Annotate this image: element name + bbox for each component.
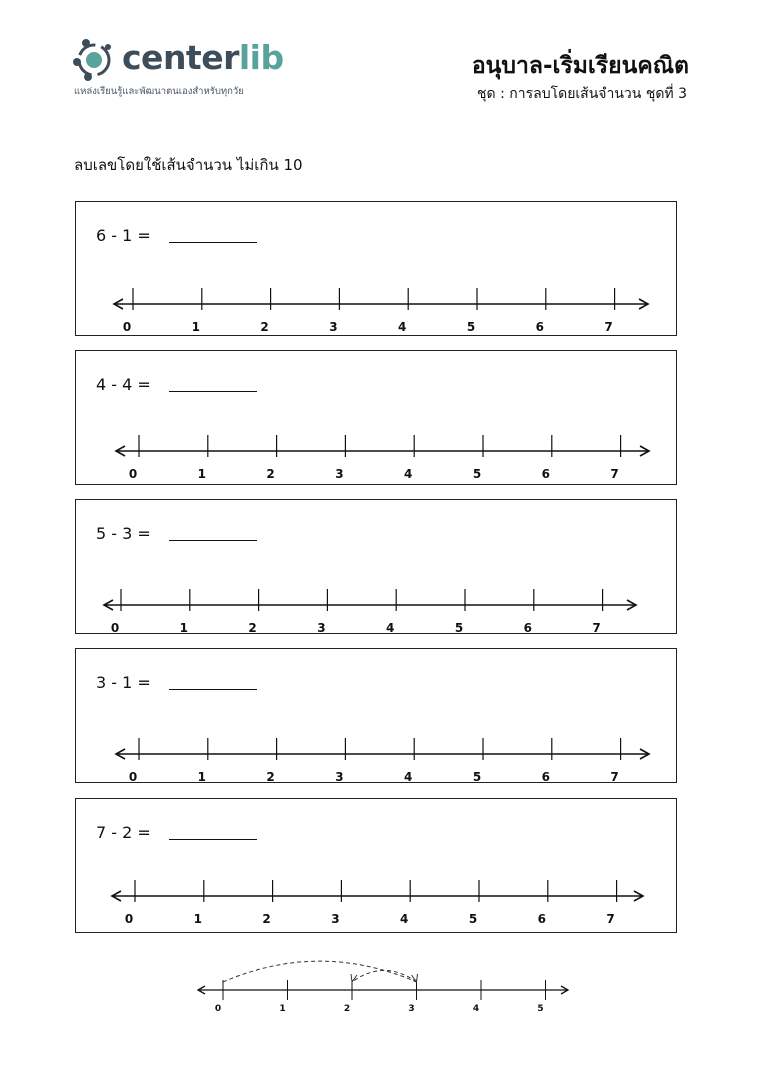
- tick-label: 3: [329, 320, 338, 334]
- instructions: ลบเลขโดยใช้เส้นจำนวน ไม่เกิน 10: [74, 156, 303, 174]
- logo-tagline: แหล่งเรียนรู้และพัฒนาตนเองสำหรับทุกวัย: [74, 86, 244, 97]
- tick-label: 6: [535, 320, 544, 334]
- page-subtitle: ชุด : การลบโดยเส้นจำนวน ชุดที่ 3: [477, 86, 687, 102]
- logo-wordmark: [122, 38, 284, 78]
- tick-label: 6: [541, 770, 550, 782]
- tick-label: 2: [260, 320, 269, 334]
- tick-label: 0: [110, 621, 120, 633]
- problem-equation: 3 - 1 =: [96, 673, 151, 692]
- tick-label: 0: [128, 770, 138, 782]
- tick-label: 6: [537, 912, 546, 926]
- tick-label: 6: [523, 621, 532, 633]
- problem-equation: 6 - 1 =: [96, 226, 151, 245]
- tick-label: 2: [248, 621, 257, 633]
- problem-box: [75, 201, 677, 336]
- problem-box: [75, 499, 677, 634]
- example-tick-label: 1: [279, 1004, 286, 1014]
- tick-label: 1: [179, 621, 188, 633]
- tick-label: 3: [335, 467, 344, 481]
- example-tick-label: 2: [343, 1004, 351, 1014]
- jump-arc: [223, 961, 417, 982]
- tick-label: 0: [122, 320, 132, 334]
- tick-label: 1: [197, 770, 206, 782]
- tick-label: 7: [610, 467, 619, 481]
- tick-label: 7: [606, 912, 615, 926]
- tick-label: 4: [398, 320, 407, 334]
- tick-label: 6: [541, 467, 550, 481]
- tick-label: 1: [191, 320, 200, 334]
- tick-label: 5: [466, 320, 476, 334]
- number-line: [76, 649, 676, 782]
- tick-label: 0: [128, 467, 138, 481]
- tick-label: 7: [610, 770, 619, 782]
- tick-label: 4: [404, 467, 413, 481]
- problem-box: [75, 350, 677, 485]
- example-tick-label: 5: [537, 1004, 544, 1014]
- tick-label: 3: [335, 770, 344, 782]
- tick-label: 0: [124, 912, 134, 926]
- tick-label: 5: [472, 770, 482, 782]
- example-tick-label: 3: [408, 1004, 415, 1014]
- tick-label: 4: [400, 912, 409, 926]
- example-tick-label: 4: [472, 1004, 480, 1014]
- tick-label: 7: [604, 320, 613, 334]
- problem-equation: 5 - 3 =: [96, 524, 151, 543]
- problem-equation: 7 - 2 =: [96, 823, 151, 842]
- tick-label: 2: [262, 912, 271, 926]
- example-number-line: [190, 948, 580, 1028]
- molecule-logo-icon: [72, 36, 120, 84]
- page-title: อนุบาล-เริ่มเรียนคณิต: [471, 53, 689, 79]
- number-line: [76, 202, 676, 335]
- tick-label: 3: [317, 621, 326, 633]
- problem-equation: 4 - 4 =: [96, 375, 151, 394]
- number-line: [76, 351, 676, 484]
- tick-label: 7: [592, 621, 601, 633]
- logo-name-part2: lib: [238, 38, 284, 77]
- tick-label: 4: [386, 621, 395, 633]
- logo: [72, 36, 332, 100]
- tick-label: 5: [472, 467, 482, 481]
- problem-box: [75, 798, 677, 933]
- jump-arc: [352, 970, 417, 982]
- number-line: [76, 799, 676, 932]
- example-tick-label: 0: [214, 1004, 222, 1014]
- tick-label: 5: [468, 912, 478, 926]
- logo-name-part1: center: [122, 38, 239, 77]
- tick-label: 3: [331, 912, 340, 926]
- example-number-line-graphic: [190, 948, 580, 1028]
- tick-label: 2: [266, 770, 275, 782]
- jump-arrowhead-icon: [351, 974, 357, 982]
- problem-box: [75, 648, 677, 783]
- tick-label: 2: [266, 467, 275, 481]
- tick-label: 1: [193, 912, 202, 926]
- tick-label: 4: [404, 770, 413, 782]
- tick-label: 1: [197, 467, 206, 481]
- number-line: [76, 500, 676, 633]
- tick-label: 5: [454, 621, 464, 633]
